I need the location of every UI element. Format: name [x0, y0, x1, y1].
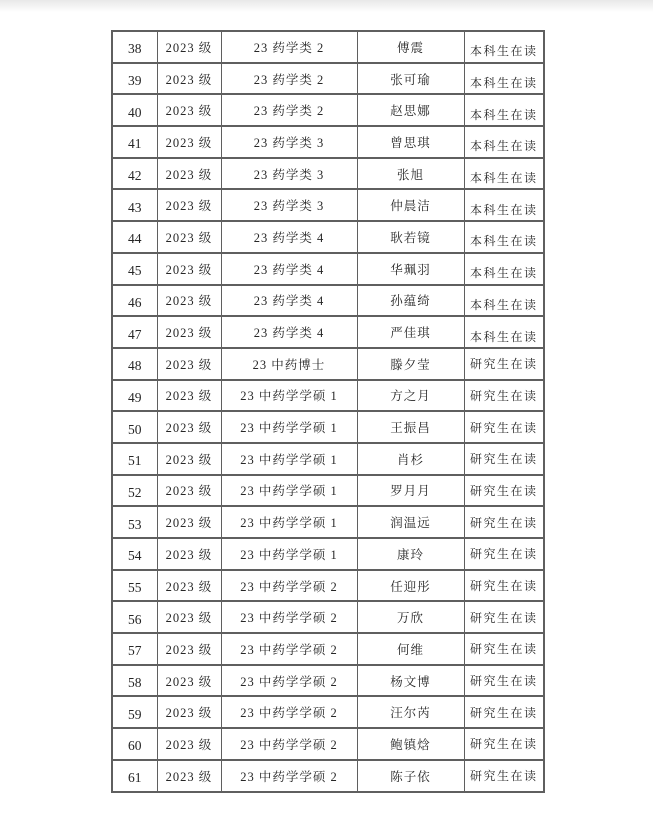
name-cell: 润温远	[357, 506, 464, 538]
status-cell: 研究生在读	[464, 348, 544, 380]
name-cell: 孙蕴绮	[357, 285, 464, 317]
table-row	[112, 380, 544, 412]
name-cell: 仲晨洁	[357, 189, 464, 221]
name-cell: 罗月月	[357, 475, 464, 507]
status-cell: 本科生在读	[464, 31, 544, 63]
table-row	[112, 221, 544, 253]
row-number-cell: 40	[112, 94, 157, 126]
table-row	[112, 506, 544, 538]
grade-cell: 2023 级	[157, 221, 221, 253]
name-cell: 杨文博	[357, 665, 464, 697]
status-cell: 本科生在读	[464, 189, 544, 221]
class-cell: 23 中药学学硕 1	[221, 506, 357, 538]
table-row	[112, 633, 544, 665]
grade-cell: 2023 级	[157, 760, 221, 792]
grade-cell: 2023 级	[157, 506, 221, 538]
grade-cell: 2023 级	[157, 411, 221, 443]
table-row	[112, 411, 544, 443]
status-cell: 研究生在读	[464, 506, 544, 538]
table-row	[112, 31, 544, 63]
grade-cell: 2023 级	[157, 380, 221, 412]
table-row	[112, 475, 544, 507]
class-cell: 23 中药学学硕 2	[221, 570, 357, 602]
class-cell: 23 中药学学硕 1	[221, 411, 357, 443]
name-cell: 滕夕莹	[357, 348, 464, 380]
table-row	[112, 316, 544, 348]
name-cell: 任迎彤	[357, 570, 464, 602]
row-number-cell: 44	[112, 221, 157, 253]
class-cell: 23 中药学学硕 1	[221, 475, 357, 507]
table-row	[112, 126, 544, 158]
status-cell: 本科生在读	[464, 285, 544, 317]
class-cell: 23 药学类 3	[221, 158, 357, 190]
status-cell: 研究生在读	[464, 633, 544, 665]
status-cell: 本科生在读	[464, 126, 544, 158]
table-row	[112, 601, 544, 633]
class-cell: 23 药学类 2	[221, 63, 357, 95]
class-cell: 23 药学类 3	[221, 126, 357, 158]
class-cell: 23 中药学学硕 2	[221, 696, 357, 728]
name-cell: 张旭	[357, 158, 464, 190]
row-number-cell: 59	[112, 696, 157, 728]
name-cell: 傅震	[357, 31, 464, 63]
name-cell: 方之月	[357, 380, 464, 412]
status-cell: 研究生在读	[464, 601, 544, 633]
grade-cell: 2023 级	[157, 158, 221, 190]
class-cell: 23 药学类 2	[221, 31, 357, 63]
status-cell: 研究生在读	[464, 380, 544, 412]
grade-cell: 2023 级	[157, 665, 221, 697]
row-number-cell: 42	[112, 158, 157, 190]
class-cell: 23 中药学学硕 2	[221, 633, 357, 665]
table-row	[112, 253, 544, 285]
name-cell: 张可瑜	[357, 63, 464, 95]
name-cell: 华珮羽	[357, 253, 464, 285]
grade-cell: 2023 级	[157, 316, 221, 348]
class-cell: 23 中药学学硕 2	[221, 665, 357, 697]
status-cell: 研究生在读	[464, 443, 544, 475]
status-cell: 研究生在读	[464, 760, 544, 792]
name-cell: 汪尔芮	[357, 696, 464, 728]
name-cell: 肖杉	[357, 443, 464, 475]
status-cell: 研究生在读	[464, 665, 544, 697]
name-cell: 康玲	[357, 538, 464, 570]
grade-cell: 2023 级	[157, 475, 221, 507]
table-row	[112, 348, 544, 380]
table-row	[112, 728, 544, 760]
status-cell: 研究生在读	[464, 570, 544, 602]
status-cell: 本科生在读	[464, 158, 544, 190]
table-row	[112, 538, 544, 570]
grade-cell: 2023 级	[157, 348, 221, 380]
status-cell: 研究生在读	[464, 538, 544, 570]
row-number-cell: 54	[112, 538, 157, 570]
name-cell: 鲍镇焓	[357, 728, 464, 760]
status-cell: 研究生在读	[464, 728, 544, 760]
name-cell: 耿若镜	[357, 221, 464, 253]
row-number-cell: 38	[112, 31, 157, 63]
row-number-cell: 60	[112, 728, 157, 760]
page-top-shade	[0, 0, 653, 12]
grade-cell: 2023 级	[157, 443, 221, 475]
grade-cell: 2023 级	[157, 63, 221, 95]
class-cell: 23 中药学学硕 2	[221, 601, 357, 633]
grade-cell: 2023 级	[157, 126, 221, 158]
status-cell: 本科生在读	[464, 316, 544, 348]
grade-cell: 2023 级	[157, 94, 221, 126]
class-cell: 23 药学类 2	[221, 94, 357, 126]
table-row	[112, 189, 544, 221]
row-number-cell: 58	[112, 665, 157, 697]
row-number-cell: 46	[112, 285, 157, 317]
student-roster-table	[111, 30, 545, 793]
row-number-cell: 45	[112, 253, 157, 285]
row-number-cell: 49	[112, 380, 157, 412]
grade-cell: 2023 级	[157, 633, 221, 665]
grade-cell: 2023 级	[157, 253, 221, 285]
name-cell: 万欣	[357, 601, 464, 633]
row-number-cell: 50	[112, 411, 157, 443]
table-row	[112, 665, 544, 697]
name-cell: 赵思娜	[357, 94, 464, 126]
grade-cell: 2023 级	[157, 285, 221, 317]
status-cell: 本科生在读	[464, 63, 544, 95]
name-cell: 王振昌	[357, 411, 464, 443]
row-number-cell: 55	[112, 570, 157, 602]
class-cell: 23 药学类 4	[221, 253, 357, 285]
table-row	[112, 443, 544, 475]
class-cell: 23 中药学学硕 1	[221, 380, 357, 412]
class-cell: 23 中药博士	[221, 348, 357, 380]
row-number-cell: 48	[112, 348, 157, 380]
table-row	[112, 760, 544, 792]
row-number-cell: 52	[112, 475, 157, 507]
row-number-cell: 41	[112, 126, 157, 158]
class-cell: 23 药学类 3	[221, 189, 357, 221]
status-cell: 本科生在读	[464, 94, 544, 126]
grade-cell: 2023 级	[157, 570, 221, 602]
status-cell: 研究生在读	[464, 411, 544, 443]
table-row	[112, 94, 544, 126]
row-number-cell: 39	[112, 63, 157, 95]
class-cell: 23 中药学学硕 2	[221, 728, 357, 760]
grade-cell: 2023 级	[157, 538, 221, 570]
status-cell: 本科生在读	[464, 221, 544, 253]
status-cell: 研究生在读	[464, 696, 544, 728]
table-row	[112, 63, 544, 95]
table-row	[112, 570, 544, 602]
status-cell: 研究生在读	[464, 475, 544, 507]
class-cell: 23 药学类 4	[221, 221, 357, 253]
class-cell: 23 药学类 4	[221, 285, 357, 317]
name-cell: 严佳琪	[357, 316, 464, 348]
status-cell: 本科生在读	[464, 253, 544, 285]
grade-cell: 2023 级	[157, 31, 221, 63]
grade-cell: 2023 级	[157, 189, 221, 221]
row-number-cell: 43	[112, 189, 157, 221]
row-number-cell: 51	[112, 443, 157, 475]
row-number-cell: 56	[112, 601, 157, 633]
row-number-cell: 61	[112, 760, 157, 792]
row-number-cell: 47	[112, 316, 157, 348]
table-row	[112, 696, 544, 728]
name-cell: 陈子依	[357, 760, 464, 792]
name-cell: 何维	[357, 633, 464, 665]
class-cell: 23 中药学学硕 1	[221, 443, 357, 475]
class-cell: 23 中药学学硕 2	[221, 760, 357, 792]
row-number-cell: 53	[112, 506, 157, 538]
table-row	[112, 285, 544, 317]
grade-cell: 2023 级	[157, 696, 221, 728]
grade-cell: 2023 级	[157, 728, 221, 760]
grade-cell: 2023 级	[157, 601, 221, 633]
name-cell: 曾思琪	[357, 126, 464, 158]
table-row	[112, 158, 544, 190]
class-cell: 23 药学类 4	[221, 316, 357, 348]
row-number-cell: 57	[112, 633, 157, 665]
student-table-body	[112, 31, 544, 792]
class-cell: 23 中药学学硕 1	[221, 538, 357, 570]
